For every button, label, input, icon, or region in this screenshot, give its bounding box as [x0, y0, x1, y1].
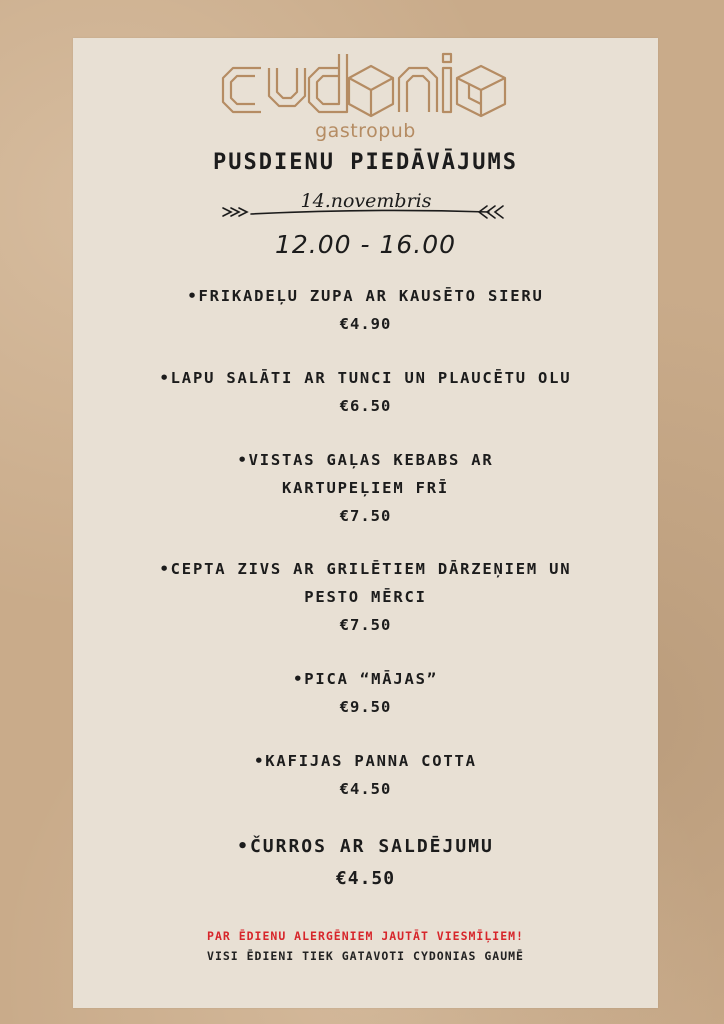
menu-item-price: €4.90	[339, 315, 392, 333]
menu-item-name: •LAPU SALĀTI AR TUNCI UN PLAUCĒTU OLU	[159, 369, 572, 387]
logo-subtitle: gastropub	[315, 120, 416, 142]
menu-item-name: •ČURROS AR SALDĒJUMU	[237, 836, 494, 857]
kitchen-note: VISI ĒDIENI TIEK GATAVOTI CYDONIAS GAUMĒ	[207, 949, 524, 963]
opening-hours: 12.00 - 16.00	[274, 230, 457, 259]
menu-item	[73, 665, 658, 721]
menu-item	[73, 282, 658, 338]
allergen-note: PAR ĒDIENU ALERGĒNIEM JAUTĀT VIESMĪĻIEM!	[207, 929, 524, 943]
menu-item-price: €9.50	[339, 698, 392, 716]
menu-item	[73, 446, 658, 530]
offer-date: 14.novembris	[300, 190, 432, 212]
menu-item	[73, 831, 658, 895]
menu-item	[73, 555, 658, 639]
menu-item-name: •FRIKADEĻU ZUPA AR KAUSĒTO SIERU	[187, 287, 544, 305]
menu-item-price: €7.50	[339, 507, 392, 525]
date-banner	[221, 184, 511, 224]
menu-item-name: •CEPTA ZIVS AR GRILĒTIEM DĀRZEŅIEM UN	[159, 560, 572, 578]
menu-item-price: €6.50	[339, 397, 392, 415]
menu-item-name: •KAFIJAS PANNA COTTA	[254, 752, 477, 770]
menu-card	[73, 38, 658, 1008]
menu-item-price: €4.50	[335, 868, 396, 889]
menu-item-price: €7.50	[339, 616, 392, 634]
menu-item-name: •PICA “MĀJAS”	[293, 670, 438, 688]
menu-item-price: €4.50	[339, 780, 392, 798]
menu-item-name: KARTUPEĻIEM FRĪ	[282, 479, 449, 497]
page-title: PUSDIENU PIEDĀVĀJUMS	[213, 150, 518, 175]
logo-mark	[221, 46, 511, 131]
menu-item-name: PESTO MĒRCI	[304, 588, 427, 606]
menu-item-name: •VISTAS GAĻAS KEBABS AR	[237, 451, 494, 469]
menu-item	[73, 364, 658, 420]
menu-item	[73, 747, 658, 803]
